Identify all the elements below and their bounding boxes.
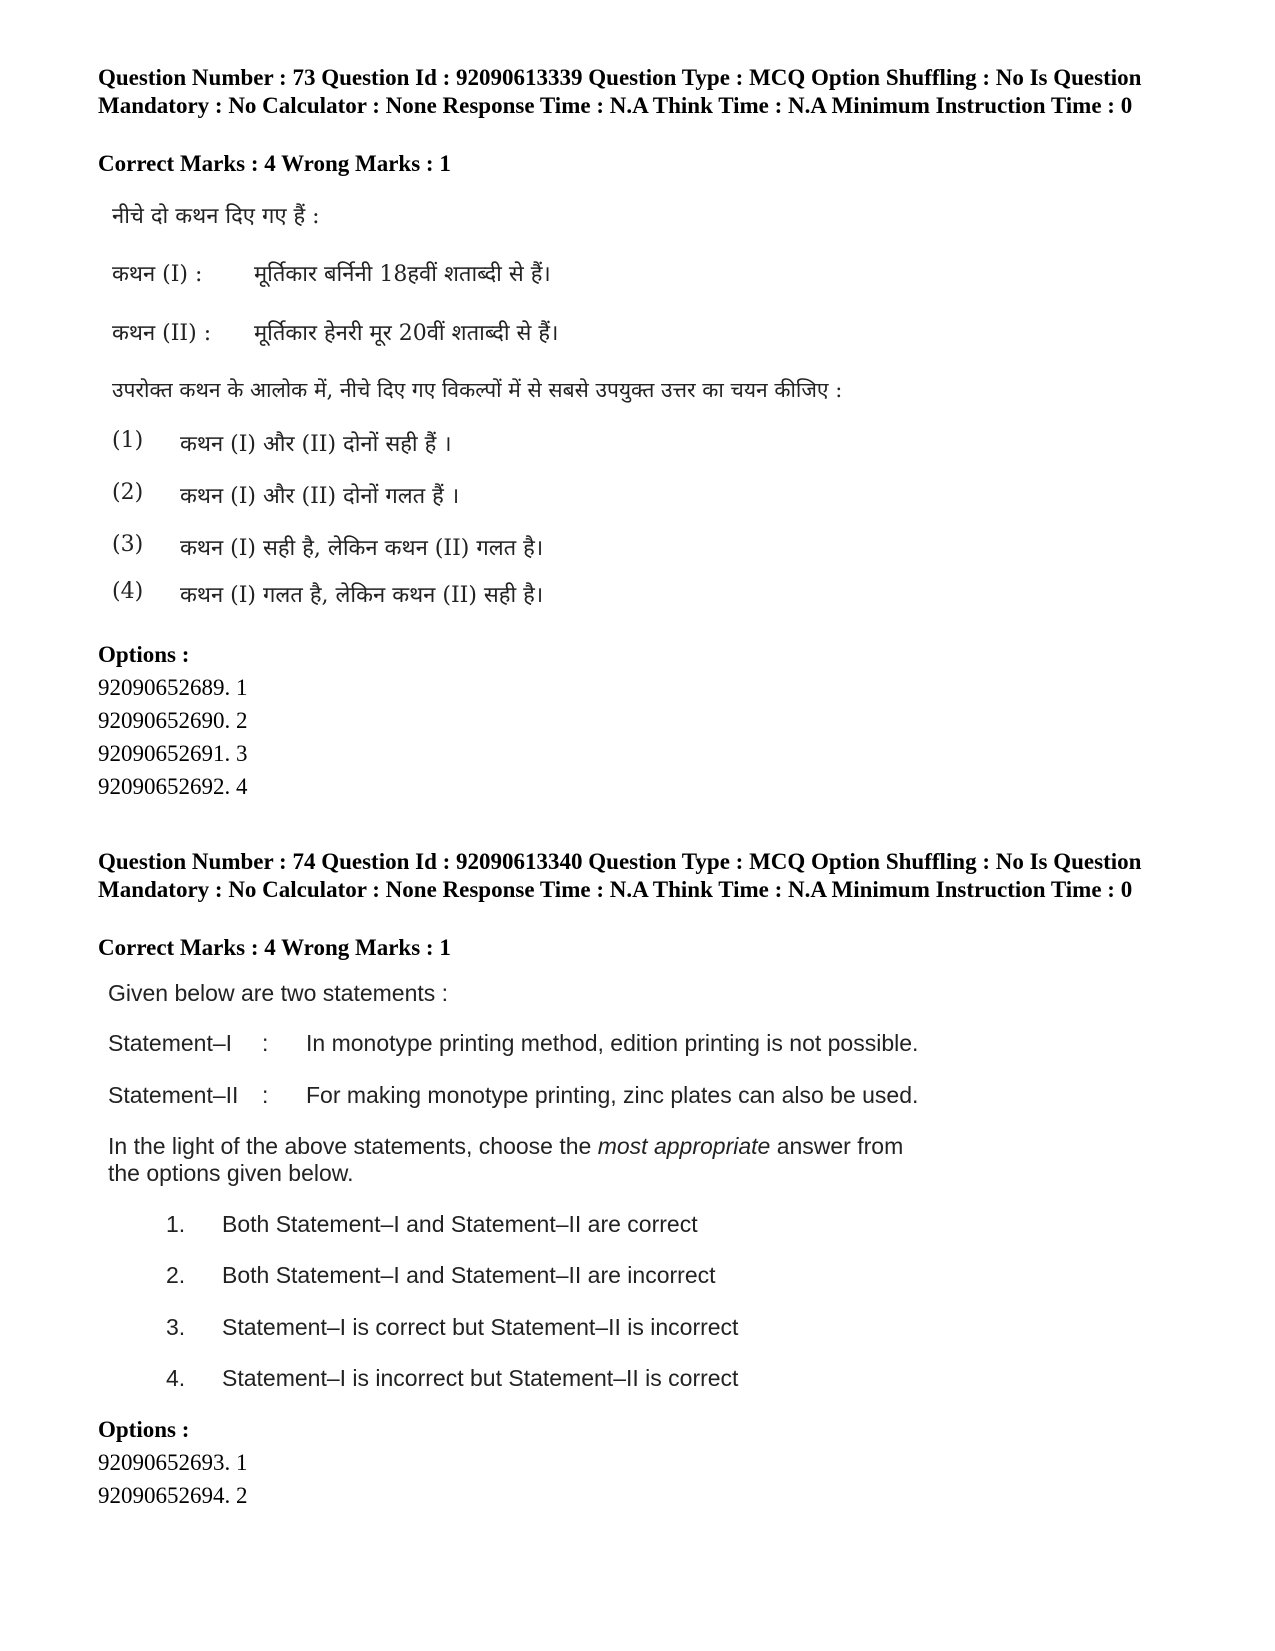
q74-choice-3-num: 3. <box>166 1314 186 1340</box>
q73-marks: Correct Marks : 4 Wrong Marks : 1 <box>98 151 451 176</box>
q74-option-1: 92090652693. 1 <box>98 1450 248 1475</box>
q74-choice-3-text: Statement–I is correct but Statement–II is incorrect <box>222 1314 739 1340</box>
q74-header: Question Number : 74 Question Id : 92090613340 Question Type : MCQ Option Shuffling : No Is Question Mandatory : No Calculator : None Response Time : N.A Think Time : N.A Minimum Instruction Time : 0 <box>98 849 1142 902</box>
q73-statement-2-label: कथन (II) : <box>112 321 212 346</box>
q74-instruction <box>108 1133 903 1160</box>
q74-choice-4-text: Statement–I is incorrect but Statement–II is correct <box>222 1365 739 1391</box>
q74-choice-2-text: Both Statement–I and Statement–II are incorrect <box>222 1262 716 1288</box>
q74-statement-1-sep: : <box>262 1030 269 1056</box>
q73-option-1: 92090652689. 1 <box>98 675 248 700</box>
q74-instruction-emphasis: most appropriate <box>597 1133 771 1159</box>
q73-choice-1-num: (1) <box>112 428 144 453</box>
q74-marks: Correct Marks : 4 Wrong Marks : 1 <box>98 935 451 960</box>
q73-choice-2-text: कथन (I) और (II) दोनों गलत हैं । <box>180 484 460 509</box>
q73-intro: नीचे दो कथन दिए गए हैं : <box>112 204 320 229</box>
q73-option-2: 92090652690. 2 <box>98 708 248 733</box>
q74-instruction-line2: the options given below. <box>108 1160 354 1186</box>
q74-statement-2-label: Statement–II <box>108 1082 239 1108</box>
q74-choice-1-num: 1. <box>166 1211 186 1237</box>
q74-instruction-pre: In the light of the above statements, choose the <box>108 1133 598 1159</box>
q74-statement-2-sep: : <box>262 1082 269 1108</box>
q73-choice-4-num: (4) <box>112 579 144 604</box>
q74-choice-4-num: 4. <box>166 1365 186 1391</box>
q73-statement-1-text: मूर्तिकार बर्निनी 18हवीं शताब्दी से हैं। <box>254 262 551 287</box>
q74-statement-1-text: In monotype printing method, edition printing is not possible. <box>306 1030 919 1056</box>
q73-option-3: 92090652691. 3 <box>98 741 248 766</box>
q74-statement-1-label: Statement–I <box>108 1030 233 1056</box>
q73-choice-3-num: (3) <box>112 532 144 557</box>
q74-choice-1-text: Both Statement–I and Statement–II are correct <box>222 1211 698 1237</box>
q74-choice-2-num: 2. <box>166 1262 186 1288</box>
q73-choice-1-text: कथन (I) और (II) दोनों सही हैं । <box>180 432 452 457</box>
q73-option-4: 92090652692. 4 <box>98 774 248 799</box>
q74-options-label: Options : <box>98 1417 190 1442</box>
q73-statement-1-label: कथन (I) : <box>112 262 203 287</box>
q74-option-2: 92090652694. 2 <box>98 1483 248 1508</box>
q73-instruction: उपरोक्त कथन के आलोक में, नीचे दिए गए विकल्पों में से सबसे उपयुक्त उत्तर का चयन कीजिए : <box>112 378 843 402</box>
q73-options-label: Options : <box>98 642 190 667</box>
q73-header: Question Number : 73 Question Id : 92090613339 Question Type : MCQ Option Shuffling : No Is Question Mandatory : No Calculator : None Response Time : N.A Think Time : N.A Minimum Instruction Time : 0 <box>98 65 1142 118</box>
q74-instruction-post: answer from <box>770 1133 904 1159</box>
q73-choice-2-num: (2) <box>112 480 144 505</box>
q73-choice-3-text: कथन (I) सही है, लेकिन कथन (II) गलत है। <box>180 536 544 561</box>
q74-intro: Given below are two statements : <box>108 980 449 1006</box>
q73-choice-4-text: कथन (I) गलत है, लेकिन कथन (II) सही है। <box>180 583 544 608</box>
q73-statement-2-text: मूर्तिकार हेनरी मूर 20वीं शताब्दी से हैं। <box>254 321 559 346</box>
q74-statement-2-text: For making monotype printing, zinc plates can also be used. <box>306 1082 919 1108</box>
